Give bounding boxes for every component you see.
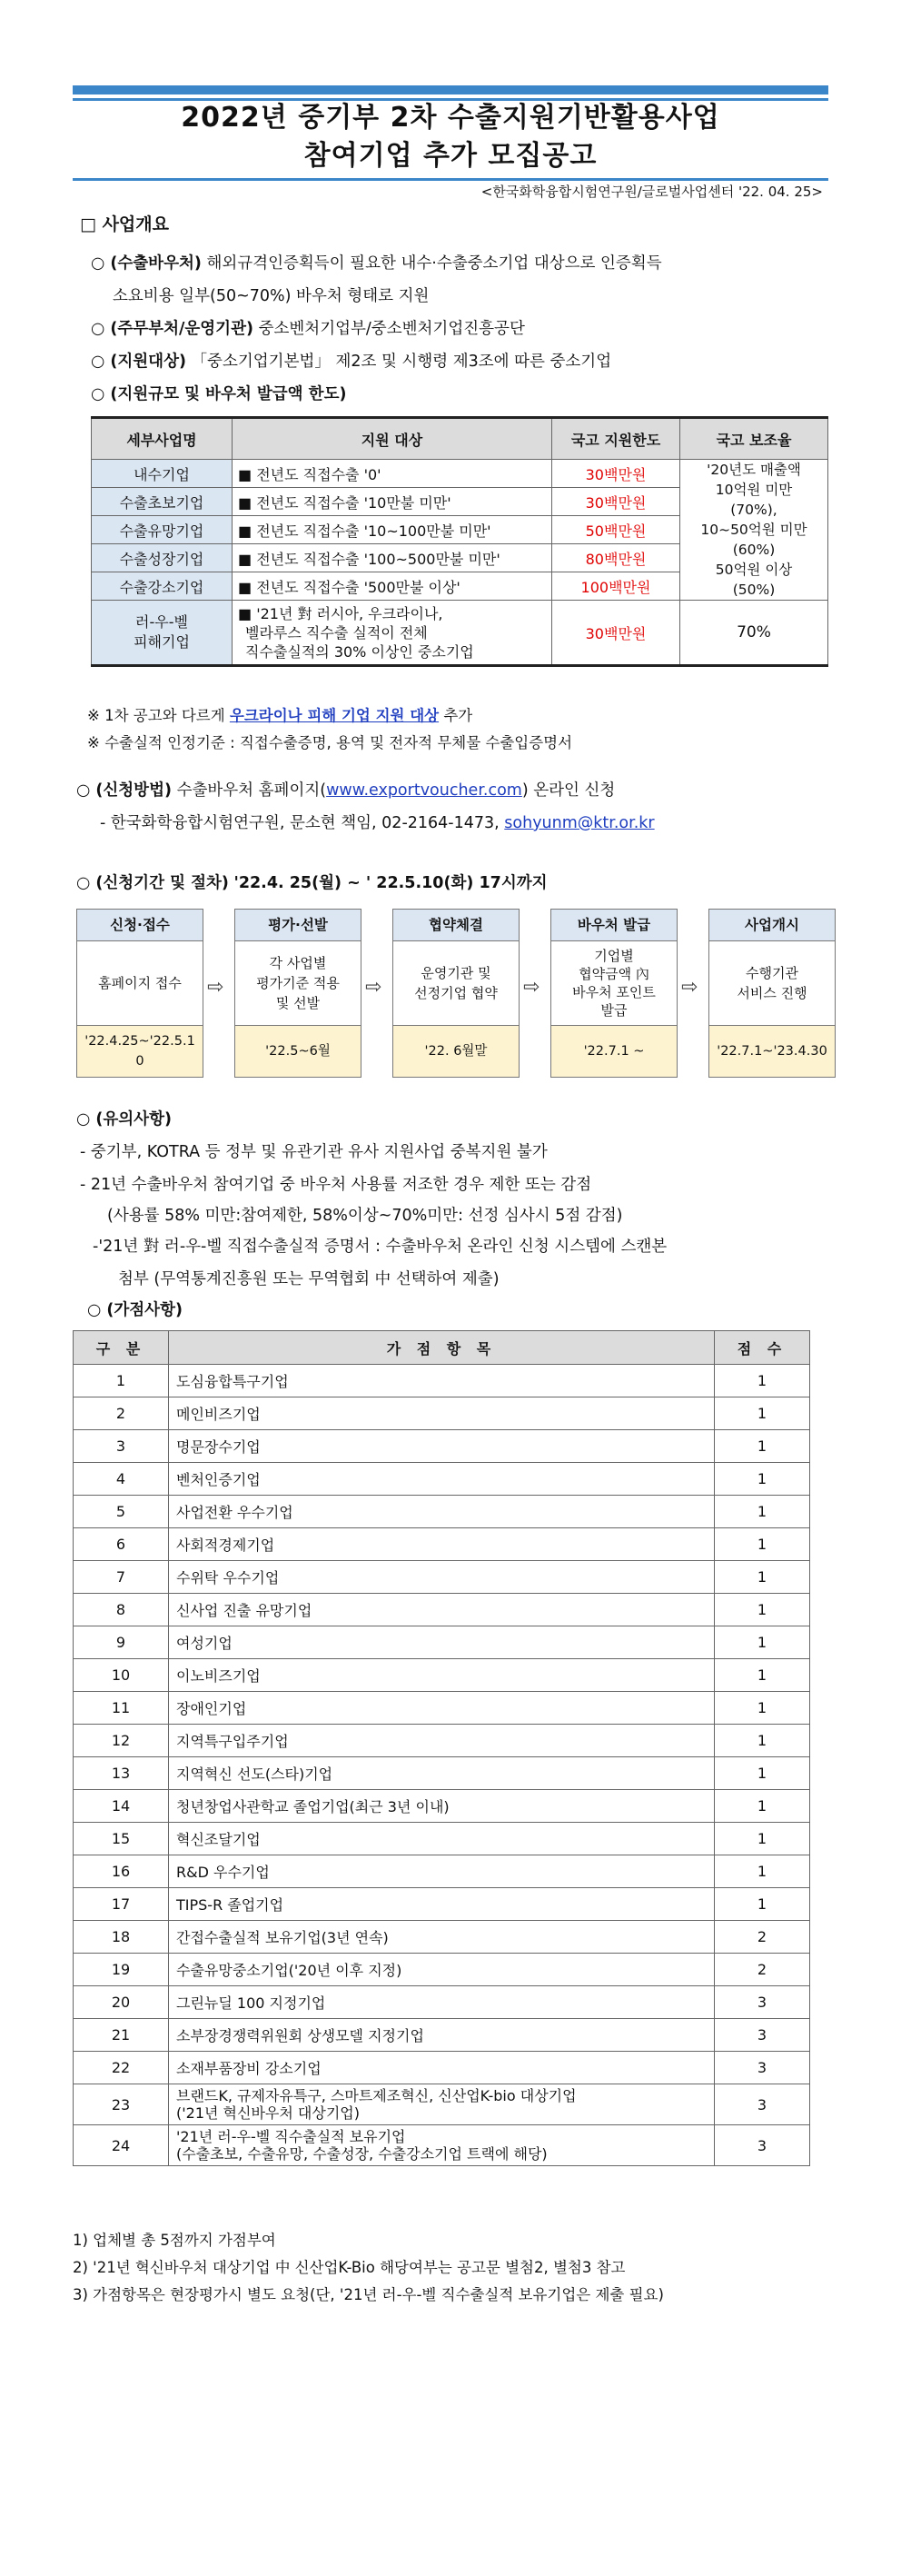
row-item: 여성기업 bbox=[169, 1626, 715, 1659]
flow-step-body bbox=[393, 941, 519, 1026]
voucher-homepage-link[interactable]: www.exportvoucher.com bbox=[326, 781, 522, 800]
row-score: 1 bbox=[715, 1528, 810, 1561]
rate-line: 10~50억원 미만 bbox=[700, 522, 807, 538]
support-table bbox=[91, 416, 828, 667]
target-line: 벨라루스 직수출 실적이 전체 bbox=[245, 623, 428, 642]
flow-step-text: 바우처 포인트 bbox=[572, 984, 656, 1000]
caution-item: - 중기부, KOTRA 등 정부 및 유관기관 유사 지원사업 중복지원 불가 bbox=[80, 1143, 548, 1161]
table-row bbox=[74, 1626, 810, 1659]
period-label: ○ (신청기간 및 절차) bbox=[76, 874, 229, 892]
row-item bbox=[169, 2125, 715, 2166]
org-line bbox=[91, 316, 525, 339]
row-number: 14 bbox=[74, 1790, 169, 1823]
row-number: 10 bbox=[74, 1659, 169, 1692]
row-item: 소부장경쟁력위원회 상생모델 지정기업 bbox=[169, 2019, 715, 2052]
amount-cell: 100백만원 bbox=[552, 572, 680, 601]
bonus-table-body bbox=[74, 1365, 810, 2084]
target-line: 직수출실적의 30% 이상인 중소기업 bbox=[245, 642, 474, 661]
table-row bbox=[74, 1725, 810, 1757]
row-item: 간접수출실적 보유기업(3년 연속) bbox=[169, 1921, 715, 1954]
target-line bbox=[91, 349, 611, 372]
target-cell bbox=[233, 601, 552, 666]
table-row bbox=[74, 1921, 810, 1954]
row-number: 2 bbox=[74, 1397, 169, 1430]
table-row bbox=[74, 1463, 810, 1496]
target-cell: ■ 전년도 직접수출 '0' bbox=[233, 460, 552, 488]
table-row bbox=[74, 1430, 810, 1463]
row-score: 1 bbox=[715, 1496, 810, 1528]
voucher-label: ○ (수출바우처) bbox=[91, 254, 202, 273]
title-bottom-line bbox=[73, 178, 828, 181]
row-number: 11 bbox=[74, 1692, 169, 1725]
row-score: 1 bbox=[715, 1725, 810, 1757]
table-row bbox=[74, 1594, 810, 1626]
row-item-line: (수출초보, 수출유망, 수출성장, 수출강소기업 트랙에 해당) bbox=[176, 2145, 548, 2163]
row-score: 1 bbox=[715, 1823, 810, 1855]
row-score: 1 bbox=[715, 1365, 810, 1397]
row-score: 1 bbox=[715, 1692, 810, 1725]
table-row bbox=[74, 2125, 810, 2166]
apply-label: ○ (신청방법) bbox=[76, 781, 172, 800]
footnote: 1) 업체별 총 5점까지 가점부여 bbox=[73, 2232, 276, 2249]
flow-step-text: 수행기관 bbox=[746, 965, 798, 981]
bonus-table bbox=[73, 1330, 810, 2166]
note-highlight: 우크라이나 피해 기업 지원 대상 bbox=[229, 707, 440, 724]
target-cell: ■ 전년도 직접수출 '500만불 이상' bbox=[233, 572, 552, 601]
footnote: 2) '21년 혁신바우처 대상기업 中 신산업K-Bio 해당여부는 공고문 별첨2, 별첨3 참고 bbox=[73, 2259, 626, 2276]
row-item bbox=[169, 2084, 715, 2125]
row-number: 9 bbox=[74, 1626, 169, 1659]
flow-step-evaluate bbox=[234, 909, 361, 1078]
table-row bbox=[74, 1855, 810, 1888]
voucher-text-2: 소요비용 일부(50~70%) 바우처 형태로 지원 bbox=[113, 287, 430, 305]
flow-step-date: '22. 6월말 bbox=[393, 1026, 519, 1077]
scale-label: ○ (지원규모 및 바우처 발급액 한도) bbox=[91, 385, 347, 403]
flow-step-apply bbox=[76, 909, 203, 1078]
row-number: 23 bbox=[74, 2084, 169, 2125]
apply-text: ) 온라인 신청 bbox=[521, 781, 616, 800]
flow-step-text: 협약금액 內 bbox=[579, 966, 649, 982]
row-number: 4 bbox=[74, 1463, 169, 1496]
row-number: 5 bbox=[74, 1496, 169, 1528]
caution-item: (사용률 58% 미만:참여제한, 58%이상~70%미만: 선정 심사시 5점 감점) bbox=[107, 1207, 623, 1225]
flow-step-text: 기업별 bbox=[594, 948, 634, 964]
row-item: 이노비즈기업 bbox=[169, 1659, 715, 1692]
row-number: 7 bbox=[74, 1561, 169, 1594]
row-item: 소재부품장비 강소기업 bbox=[169, 2052, 715, 2084]
flow-date-line: '22.4.25~'22.5.1 bbox=[84, 1034, 195, 1049]
row-number: 15 bbox=[74, 1823, 169, 1855]
row-number: 1 bbox=[74, 1365, 169, 1397]
row-score: 1 bbox=[715, 1561, 810, 1594]
table-row bbox=[74, 1888, 810, 1921]
row-number: 17 bbox=[74, 1888, 169, 1921]
category-cell bbox=[92, 601, 233, 666]
amount-cell: 30백만원 bbox=[552, 601, 680, 666]
table-row bbox=[74, 1365, 810, 1397]
flow-arrow-icon: ⇨ bbox=[207, 976, 224, 999]
row-item: 명문장수기업 bbox=[169, 1430, 715, 1463]
row-score: 3 bbox=[715, 2052, 810, 2084]
table-row bbox=[74, 1659, 810, 1692]
table-row bbox=[74, 2019, 810, 2052]
row-number: 20 bbox=[74, 1986, 169, 2019]
target-cell: ■ 전년도 직접수출 '10~100만불 미만' bbox=[233, 516, 552, 544]
caution-item: -'21년 對 러-우-벨 직접수출실적 증명서 : 수출바우처 온라인 신청 시스템에 스캔본 bbox=[93, 1238, 668, 1256]
header-cell: 지원 대상 bbox=[233, 418, 552, 460]
flow-step-voucher bbox=[550, 909, 678, 1078]
flow-step-text: 홈페이지 접수 bbox=[98, 975, 182, 991]
row-number: 13 bbox=[74, 1757, 169, 1790]
row-score: 3 bbox=[715, 1986, 810, 2019]
table-row bbox=[74, 2052, 810, 2084]
flow-step-title: 협약체결 bbox=[393, 910, 519, 941]
period-text: '22.4. 25(월) ~ ' 22.5.10(화) 17시까지 bbox=[233, 874, 548, 892]
row-score: 3 bbox=[715, 2019, 810, 2052]
target-label: ○ (지원대상) bbox=[91, 353, 186, 371]
table-row bbox=[92, 460, 828, 488]
category-cell: 내수기업 bbox=[92, 460, 233, 488]
row-score: 2 bbox=[715, 1921, 810, 1954]
row-score: 1 bbox=[715, 1397, 810, 1430]
target-text: 「중소기업기본법」 제2조 및 시행령 제3조에 따른 중소기업 bbox=[191, 353, 612, 371]
amount-cell: 30백만원 bbox=[552, 488, 680, 516]
row-number: 19 bbox=[74, 1954, 169, 1986]
flow-step-text: 서비스 진행 bbox=[737, 985, 807, 1001]
row-item: 장애인기업 bbox=[169, 1692, 715, 1725]
row-number: 6 bbox=[74, 1528, 169, 1561]
row-score: 1 bbox=[715, 1790, 810, 1823]
apply-text: 수출바우처 홈페이지( bbox=[176, 781, 327, 800]
table-row bbox=[74, 1986, 810, 2019]
flow-step-body bbox=[551, 941, 677, 1026]
flow-step-text: 및 선발 bbox=[275, 995, 321, 1011]
voucher-text: 해외규격인증획득이 필요한 내수·수출중소기업 대상으로 인증획득 bbox=[206, 254, 662, 273]
row-number: 21 bbox=[74, 2019, 169, 2052]
row-score: 1 bbox=[715, 1430, 810, 1463]
flow-step-title: 신청·접수 bbox=[77, 910, 203, 941]
rate-line: (50%) bbox=[732, 582, 776, 598]
row-number: 24 bbox=[74, 2125, 169, 2166]
row-item: 신사업 진출 유망기업 bbox=[169, 1594, 715, 1626]
row-item: 수출유망중소기업('20년 이후 지정) bbox=[169, 1954, 715, 1986]
table-row bbox=[74, 1692, 810, 1725]
target-cell: ■ 전년도 직접수출 '10만불 미만' bbox=[233, 488, 552, 516]
row-item: 그린뉴딜 100 지정기업 bbox=[169, 1986, 715, 2019]
rate-line: '20년도 매출액 bbox=[707, 462, 801, 478]
note-export-criteria: ※ 수출실적 인정기준 : 직접수출증명, 용역 및 전자적 무체물 수출입증명서 bbox=[87, 734, 573, 751]
org-text: 중소벤처기업부/중소벤처기업진흥공단 bbox=[258, 320, 525, 338]
amount-cell: 50백만원 bbox=[552, 516, 680, 544]
table-row bbox=[74, 1496, 810, 1528]
table-row bbox=[74, 1528, 810, 1561]
row-score: 1 bbox=[715, 1626, 810, 1659]
row-item: 청년창업사관학교 졸업기업(최근 3년 이내) bbox=[169, 1790, 715, 1823]
caution-item: 첨부 (무역통계진흥원 또는 무역협회 中 선택하여 제출) bbox=[118, 1270, 500, 1288]
target-line: ■ '21년 對 러시아, 우크라이나, bbox=[238, 604, 443, 622]
header-cell: 가 점 항 목 bbox=[169, 1331, 715, 1365]
table-row bbox=[74, 2084, 810, 2125]
row-item: 수위탁 우수기업 bbox=[169, 1561, 715, 1594]
row-item: TIPS-R 졸업기업 bbox=[169, 1888, 715, 1921]
row-score: 1 bbox=[715, 1659, 810, 1692]
flow-arrow-icon: ⇨ bbox=[523, 976, 540, 999]
row-number: 8 bbox=[74, 1594, 169, 1626]
contact-email-link[interactable]: sohyunm@ktr.or.kr bbox=[504, 814, 655, 832]
row-item-line: ('21년 혁신바우처 대상기업) bbox=[176, 2104, 360, 2122]
flow-date-line: 0 bbox=[135, 1054, 144, 1069]
row-item: 벤처인증기업 bbox=[169, 1463, 715, 1496]
caution-label: ○ (유의사항) bbox=[76, 1110, 172, 1129]
flow-step-text: 선정기업 협약 bbox=[414, 985, 498, 1001]
table-row bbox=[74, 1823, 810, 1855]
contact-text: - 한국화학융합시험연구원, 문소현 책임, 02-2164-1473, bbox=[100, 814, 500, 832]
row-number: 22 bbox=[74, 2052, 169, 2084]
category-cell: 수출초보기업 bbox=[92, 488, 233, 516]
flow-step-date: '22.7.1~'23.4.30 bbox=[709, 1026, 835, 1077]
flow-arrow-icon: ⇨ bbox=[681, 976, 698, 999]
caution-item: - 21년 수출바우처 참여기업 중 바우처 사용률 저조한 경우 제한 또는 감점 bbox=[80, 1176, 592, 1194]
header-cell: 구 분 bbox=[74, 1331, 169, 1365]
row-score: 1 bbox=[715, 1757, 810, 1790]
footnote: 3) 가점항목은 현장평가시 별도 요청(단, '21년 러-우-벨 직수출실적 보유기업은 제출 필요) bbox=[73, 2286, 664, 2303]
flow-step-title: 평가·선발 bbox=[235, 910, 361, 941]
support-table-header bbox=[92, 418, 828, 460]
row-item: 도심융합특구기업 bbox=[169, 1365, 715, 1397]
row-score: 3 bbox=[715, 2125, 810, 2166]
apply-line bbox=[76, 778, 615, 801]
flow-step-agreement bbox=[392, 909, 520, 1078]
note-ukraine bbox=[87, 703, 472, 725]
row-item: 사업전환 우수기업 bbox=[169, 1496, 715, 1528]
flow-step-title: 바우처 발급 bbox=[551, 910, 677, 941]
flow-step-date: '22.5~6월 bbox=[235, 1026, 361, 1077]
note-text: 추가 bbox=[443, 707, 473, 724]
rate-line: 50억원 이상 bbox=[715, 562, 793, 578]
note-text: ※ 1차 공고와 다르게 bbox=[87, 707, 225, 724]
row-item: 혁신조달기업 bbox=[169, 1823, 715, 1855]
row-number: 3 bbox=[74, 1430, 169, 1463]
rate-cell: 70% bbox=[680, 601, 828, 666]
row-score: 1 bbox=[715, 1463, 810, 1496]
bonus-label: ○ (가점사항) bbox=[87, 1301, 183, 1319]
row-number: 18 bbox=[74, 1921, 169, 1954]
flow-step-date bbox=[77, 1026, 203, 1077]
row-item-line: '21년 러-우-벨 직수출실적 보유기업 bbox=[176, 2128, 406, 2145]
table-row bbox=[74, 1561, 810, 1594]
bonus-table-header bbox=[74, 1331, 810, 1365]
flow-step-text: 각 사업별 bbox=[269, 955, 327, 971]
flow-step-start bbox=[708, 909, 836, 1078]
flow-step-body bbox=[235, 941, 361, 1026]
source-note: <한국화학융합시험연구원/글로벌사업센터 '22. 04. 25> bbox=[480, 184, 823, 200]
flow-step-body bbox=[709, 941, 835, 1026]
page-title: 2022년 중기부 2차 수출지원기반활용사업 bbox=[181, 102, 720, 134]
flow-step-text: 발급 bbox=[600, 1002, 628, 1019]
header-cell: 국고 보조율 bbox=[680, 418, 828, 460]
table-row bbox=[74, 1954, 810, 1986]
row-item: R&D 우수기업 bbox=[169, 1855, 715, 1888]
row-item-line: 브랜드K, 규제자유특구, 스마트제조혁신, 신산업K-bio 대상기업 bbox=[176, 2087, 577, 2104]
row-number: 16 bbox=[74, 1855, 169, 1888]
row-item: 지역특구입주기업 bbox=[169, 1725, 715, 1757]
row-score: 1 bbox=[715, 1855, 810, 1888]
table-row bbox=[74, 1757, 810, 1790]
rate-line: 10억원 미만 bbox=[715, 482, 793, 498]
row-score: 3 bbox=[715, 2084, 810, 2125]
table-row-special bbox=[92, 601, 828, 666]
category-cell: 수출유망기업 bbox=[92, 516, 233, 544]
header-cell: 점 수 bbox=[715, 1331, 810, 1365]
header-cell: 국고 지원한도 bbox=[552, 418, 680, 460]
row-score: 2 bbox=[715, 1954, 810, 1986]
page-subtitle: 참여기업 추가 모집공고 bbox=[303, 140, 598, 172]
header-cell: 세부사업명 bbox=[92, 418, 233, 460]
amount-cell: 80백만원 bbox=[552, 544, 680, 572]
rate-line: (60%) bbox=[732, 542, 776, 558]
voucher-line bbox=[91, 251, 662, 274]
rate-cell bbox=[680, 460, 828, 601]
title-top-bar bbox=[73, 85, 828, 94]
row-item: 사회적경제기업 bbox=[169, 1528, 715, 1561]
category-cell: 수출성장기업 bbox=[92, 544, 233, 572]
category-line: 피해기업 bbox=[134, 633, 190, 651]
rate-line: (70%), bbox=[730, 502, 777, 518]
org-label: ○ (주무부처/운영기관) bbox=[91, 320, 253, 338]
flow-step-date: '22.7.1 ~ bbox=[551, 1026, 677, 1077]
flow-step-text: 운영기관 및 bbox=[421, 965, 491, 981]
row-score: 1 bbox=[715, 1594, 810, 1626]
flow-arrow-icon: ⇨ bbox=[365, 976, 382, 999]
table-row bbox=[74, 1790, 810, 1823]
flow-step-title: 사업개시 bbox=[709, 910, 835, 941]
target-cell: ■ 전년도 직접수출 '100~500만불 미만' bbox=[233, 544, 552, 572]
category-cell: 수출강소기업 bbox=[92, 572, 233, 601]
contact-line bbox=[100, 811, 655, 833]
row-score: 1 bbox=[715, 1888, 810, 1921]
amount-cell: 30백만원 bbox=[552, 460, 680, 488]
period-line bbox=[76, 870, 548, 893]
table-row bbox=[74, 1397, 810, 1430]
flow-step-text: 평가기준 적용 bbox=[256, 975, 340, 991]
row-number: 12 bbox=[74, 1725, 169, 1757]
category-line: 러-우-벨 bbox=[135, 613, 188, 631]
row-item: 지역혁신 선도(스타)기업 bbox=[169, 1757, 715, 1790]
flow-step-body bbox=[77, 941, 203, 1026]
section-overview-heading: □ 사업개요 bbox=[80, 214, 169, 234]
row-item: 메인비즈기업 bbox=[169, 1397, 715, 1430]
